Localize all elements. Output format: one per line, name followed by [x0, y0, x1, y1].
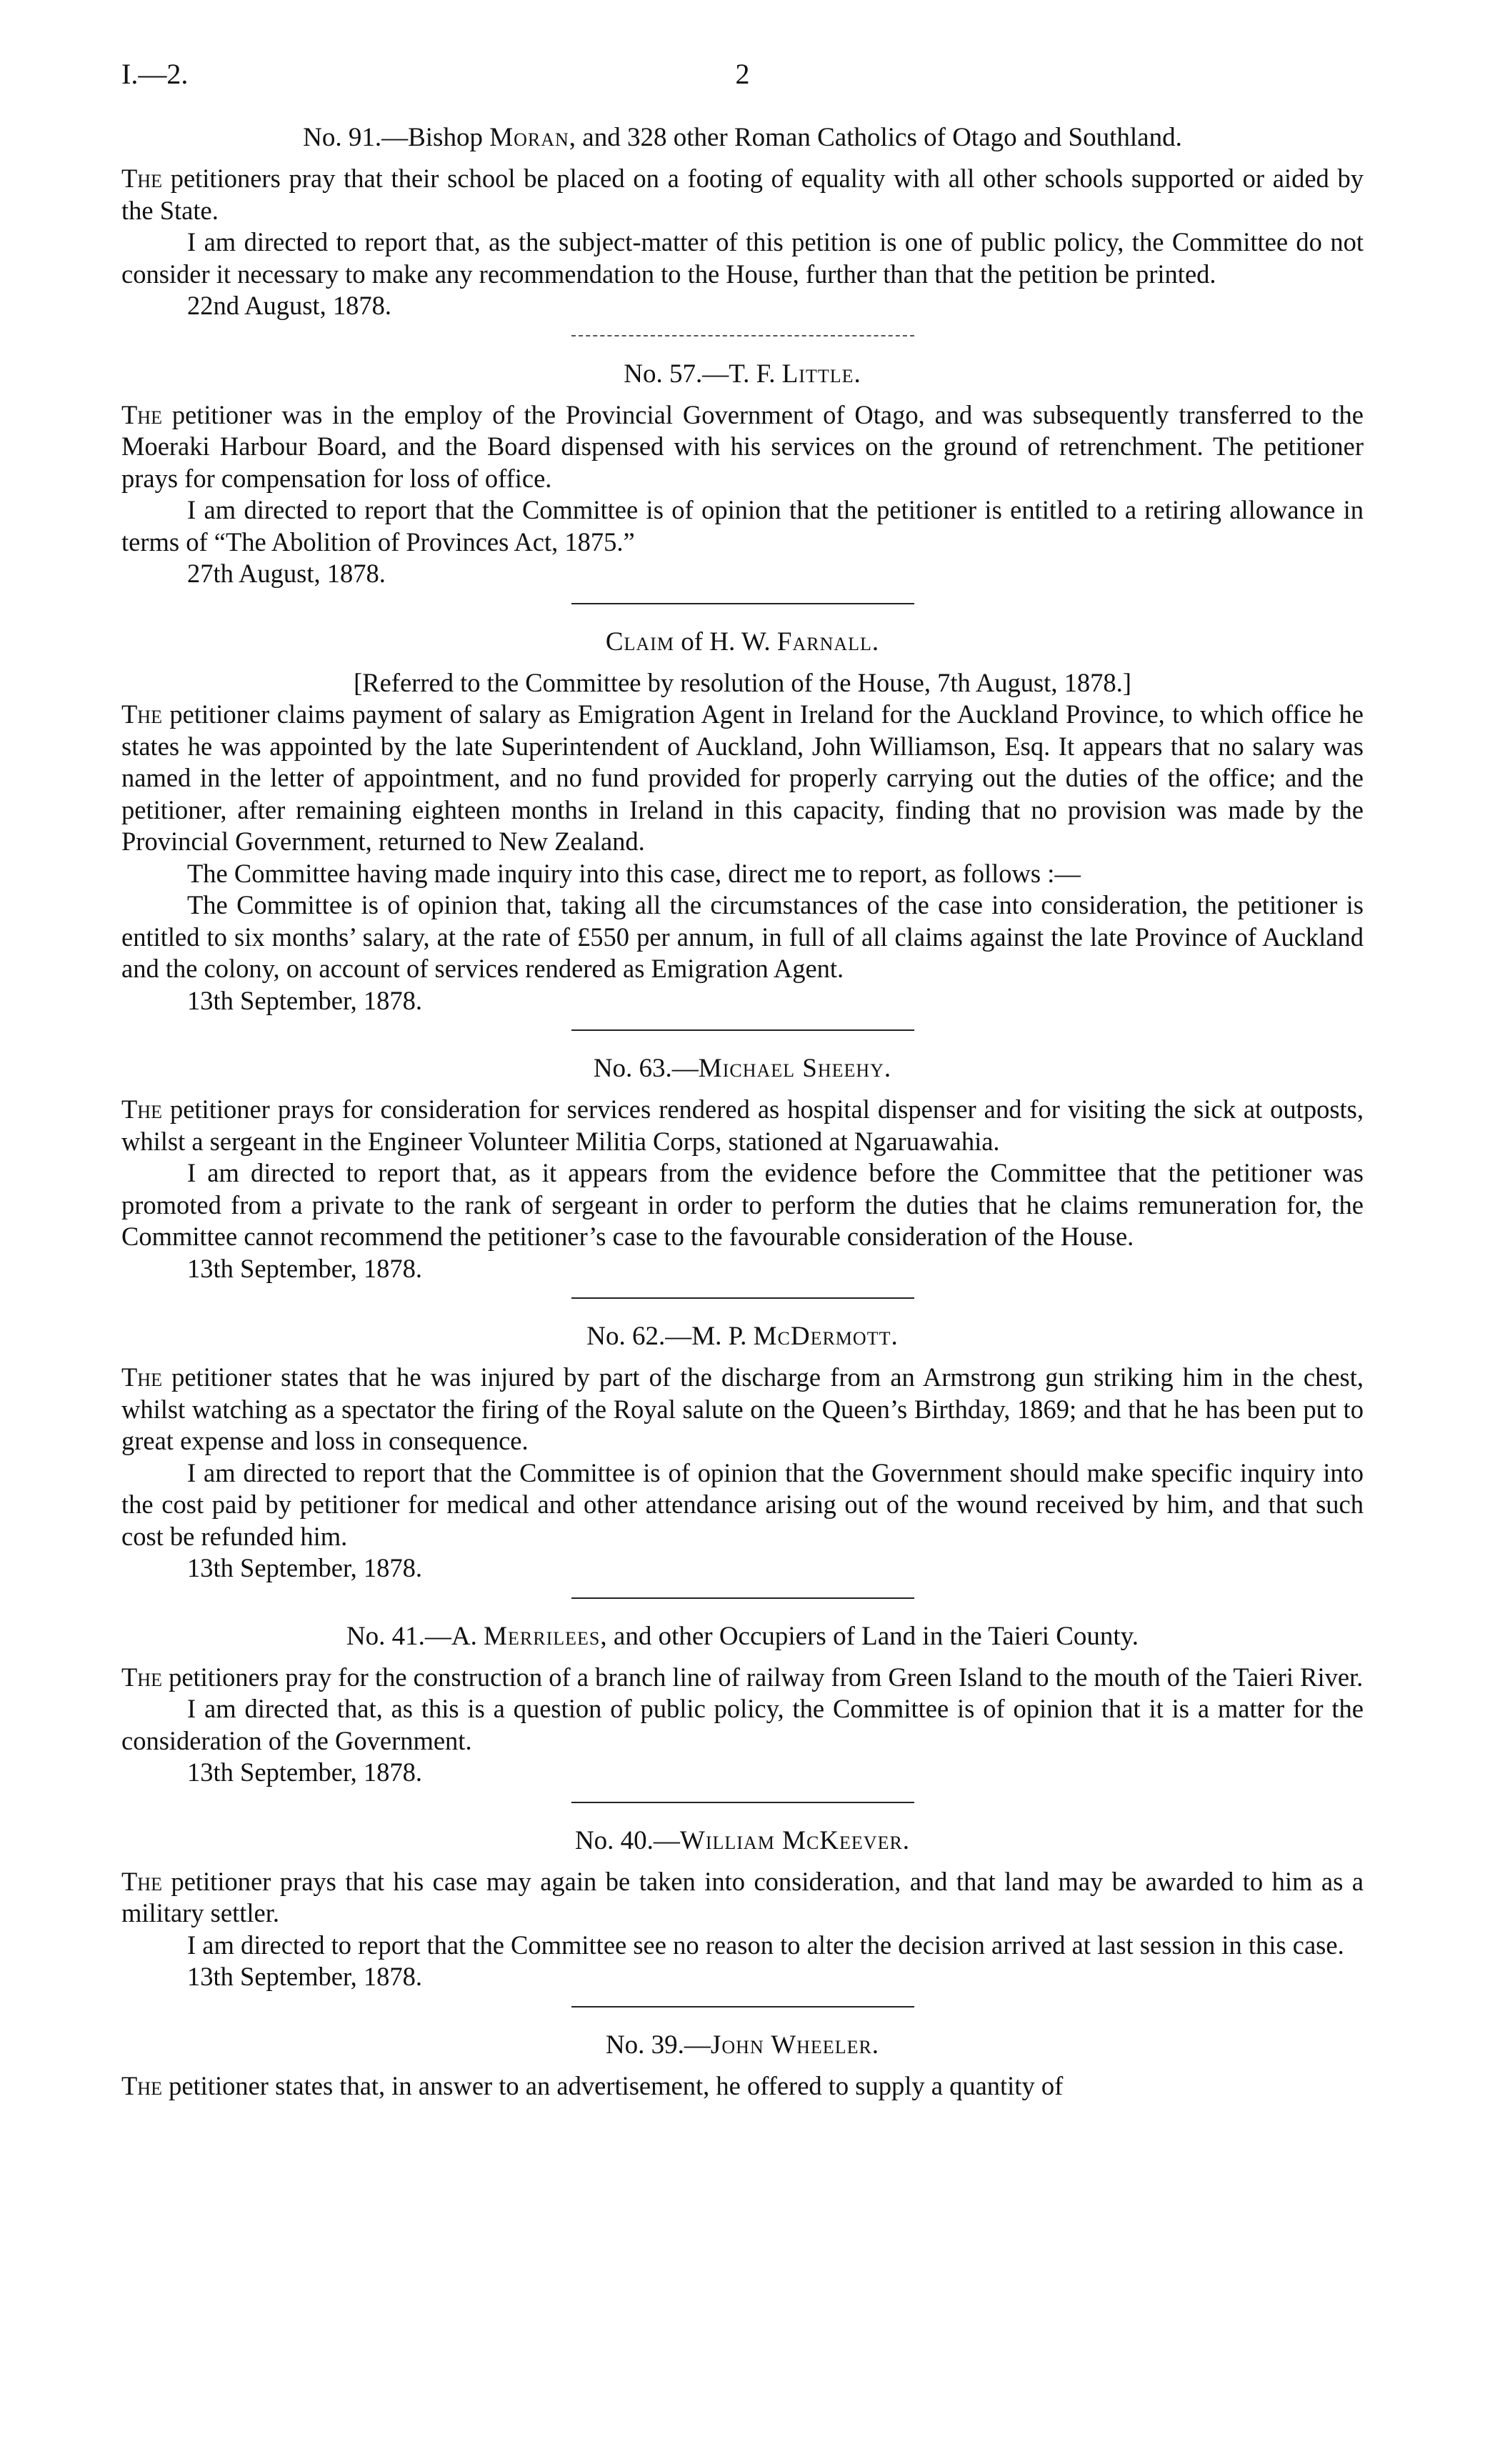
section-title: No. 40.—William McKeever. [574, 1825, 911, 1855]
section-divider [121, 1297, 1364, 1299]
section-title: No. 57.—T. F. Little. [624, 359, 861, 389]
report-date: 13th September, 1878. [187, 985, 423, 1015]
section-title: Claim of H. W. Farnall. [605, 627, 880, 657]
report-date: 22nd August, 1878. [187, 291, 391, 320]
report-date: 27th August, 1878. [187, 559, 386, 588]
petition-summary: The petitioners pray for the construction of a branch line of railway from Green Island to the mouth of the Taieri River. [121, 1662, 1364, 1692]
committee-report: I am directed to report that, as the subject-matter of this petition is one of public policy, the Committee do not consider it necessary to make any recommendation to the House, further than that the petition be printed. [121, 227, 1364, 289]
report-date: 13th September, 1878. [187, 1962, 423, 1991]
section-title: No. 62.—M. P. McDermott. [586, 1322, 899, 1351]
committee-report: I am directed that, as this is a question of public policy, the Committee is of opinion that it is a matter for the consideration of the Government. [121, 1694, 1364, 1755]
committee-report: I am directed to report that, as it appears from the evidence before the Committee that the petitioner was promoted from a private to the rank of sergeant in order to perform the duties that he claims remuneration for, the Committee cannot recommend the petitioner’s case to the favourable consideration of the House. [121, 1158, 1364, 1251]
claim-section-farnall [121, 626, 1364, 1017]
committee-report: I am directed to report that the Committee is of opinion that the petitioner is entitled to a retiring allowance in terms of “The Abolition of Provinces Act, 1875.” [121, 495, 1364, 557]
committee-report: I am directed to report that the Committee is of opinion that the Government should make specific inquiry into the cost paid by petitioner for medical and other attendance arising out of the wound received by him, and that such cost be refunded him. [121, 1457, 1364, 1551]
committee-statement: The Committee having made inquiry into this case, direct me to report, as follows :— [187, 858, 1081, 888]
page-number: 2 [735, 58, 750, 90]
petition-section-62 [121, 1320, 1364, 1585]
report-date: 13th September, 1878. [187, 1757, 423, 1787]
paper-reference: I.—2. [121, 58, 189, 90]
petition-summary: The petitioner claims payment of salary as Emigration Agent in Ireland for the Auckland Province, to which office he states he was appointed by the late Superintendent of Auckland, John Williamson, Esq. It appears that no salary was named in the letter of appointment, and no fund provided for properly carrying out the duties of the office; and the petitioner, after remaining eighteen months in Ireland in this capacity, finding that no provision was made by the Provincial Government, returned to New Zealand. [121, 699, 1364, 856]
petition-summary: The petitioners pray that their school be placed on a footing of equality with all other schools supported or aided by the State. [121, 164, 1364, 225]
section-title: No. 41.—A. Merrilees, and other Occupiers of Land in the Taieri County. [346, 1621, 1139, 1651]
petition-section-91 [121, 121, 1364, 322]
petition-section-63 [121, 1052, 1364, 1285]
petition-summary: The petitioner states that he was injured by part of the discharge from an Armstrong gun striking him in the chest, whilst watching as a spectator the firing of the Royal salute on the Queen’s Birthday, 1869; and that he has been put to great expense and loss in consequence. [121, 1362, 1364, 1455]
section-divider [121, 1802, 1364, 1803]
referral-note: [Referred to the Committee by resolution of the House, 7th August, 1878.] [354, 667, 1131, 697]
petition-summary: The petitioner states that, in answer to an advertisement, he offered to supply a quantity of [121, 2070, 1064, 2100]
section-divider [121, 1597, 1364, 1599]
petition-summary: The petitioner prays for consideration for services rendered as hospital dispenser and for visiting the sick at outposts, whilst a sergeant in the Engineer Volunteer Militia Corps, stationed at Ngaruawahia. [121, 1094, 1364, 1156]
section-title: No. 91.—Bishop Moran, and 328 other Roman Catholics of Otago and Southland. [303, 123, 1182, 152]
report-date: 13th September, 1878. [187, 1253, 423, 1283]
section-divider [121, 335, 1364, 336]
page-header [121, 57, 1364, 121]
petition-summary: The petitioner was in the employ of the Provincial Government of Otago, and was subsequently transferred to the Moeraki Harbour Board, and the Board dispensed with his services on the ground of retrenchment. The petitioner prays for compensation for loss of office. [121, 399, 1364, 493]
committee-report: The Committee is of opinion that, taking all the circumstances of the case into consideration, the petitioner is entitled to six months’ salary, at the rate of £550 per annum, in full of all claims against the late Province of Auckland and the colony, on account of services rendered as Emigration Agent. [121, 890, 1364, 983]
section-divider [121, 2006, 1364, 2007]
report-date: 13th September, 1878. [187, 1553, 423, 1582]
section-title: No. 63.—Michael Sheehy. [593, 1054, 892, 1083]
section-divider [121, 603, 1364, 604]
petition-section-40 [121, 1825, 1364, 1993]
section-title: No. 39.—John Wheeler. [605, 2030, 880, 2060]
committee-report: I am directed to report that the Committee see no reason to alter the decision arrived at last session in this case. [187, 1930, 1344, 1960]
section-divider [121, 1029, 1364, 1031]
petition-section-57 [121, 358, 1364, 590]
petition-summary: The petitioner prays that his case may again be taken into consideration, and that land may be awarded to him as a military settler. [121, 1866, 1364, 1927]
petition-section-41 [121, 1620, 1364, 1789]
petition-section-39 [121, 2029, 1364, 2103]
